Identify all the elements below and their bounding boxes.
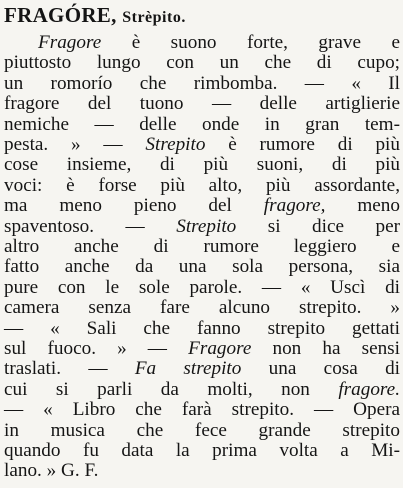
text-line: traslati. — Fa strepito una cosa di: [4, 358, 400, 380]
text-line: spaventoso. — Strepito si dice per: [4, 215, 400, 237]
text-line: Fragore è suono forte, grave e: [38, 32, 400, 53]
text-line: fatto anche da una sola persona, sia: [4, 256, 400, 278]
entry-heading: [4, 2, 186, 31]
text-line: nemiche — delle onde in gran tem-: [4, 113, 400, 135]
text-line: sul fuoco. » — Fragore non ha sensi: [4, 338, 400, 359]
text-line: ma meno pieno del fragore, meno: [4, 195, 400, 217]
text-line: voci: è forse più alto, più assordante,: [4, 174, 400, 196]
text-line: — « Sali che fanno strepito gettati: [4, 317, 400, 339]
text-line: pure con le sole parole. — « Uscì di: [4, 276, 400, 298]
text-line: lano. » G. F.: [4, 460, 99, 482]
text-line: in musica che fece grande strepito: [4, 419, 400, 441]
text-line: cose insieme, di più suoni, di più: [4, 154, 400, 176]
text-line: quando fu data la prima volta a Mi-: [4, 440, 400, 461]
headword-secondary: Strèpito.: [122, 9, 186, 26]
text-line: pesta. » — Strepito è rumore di più: [4, 134, 400, 155]
text-line: altro anche di rumore leggiero e: [4, 236, 400, 257]
text-line: camera senza fare alcuno strepito. »: [4, 297, 400, 319]
text-line: cui si parli da molti, non fragore.: [4, 378, 400, 400]
text-line: fragore del tuono — delle artiglierie: [4, 93, 400, 115]
text-line: un romorío che rimbomba. — « Il: [4, 72, 400, 94]
text-line: — « Libro che farà strepito. — Opera: [4, 399, 400, 421]
text-line: piuttosto lungo con un che di cupo;: [4, 52, 400, 74]
headword: FRAGÓRE,: [4, 3, 117, 27]
